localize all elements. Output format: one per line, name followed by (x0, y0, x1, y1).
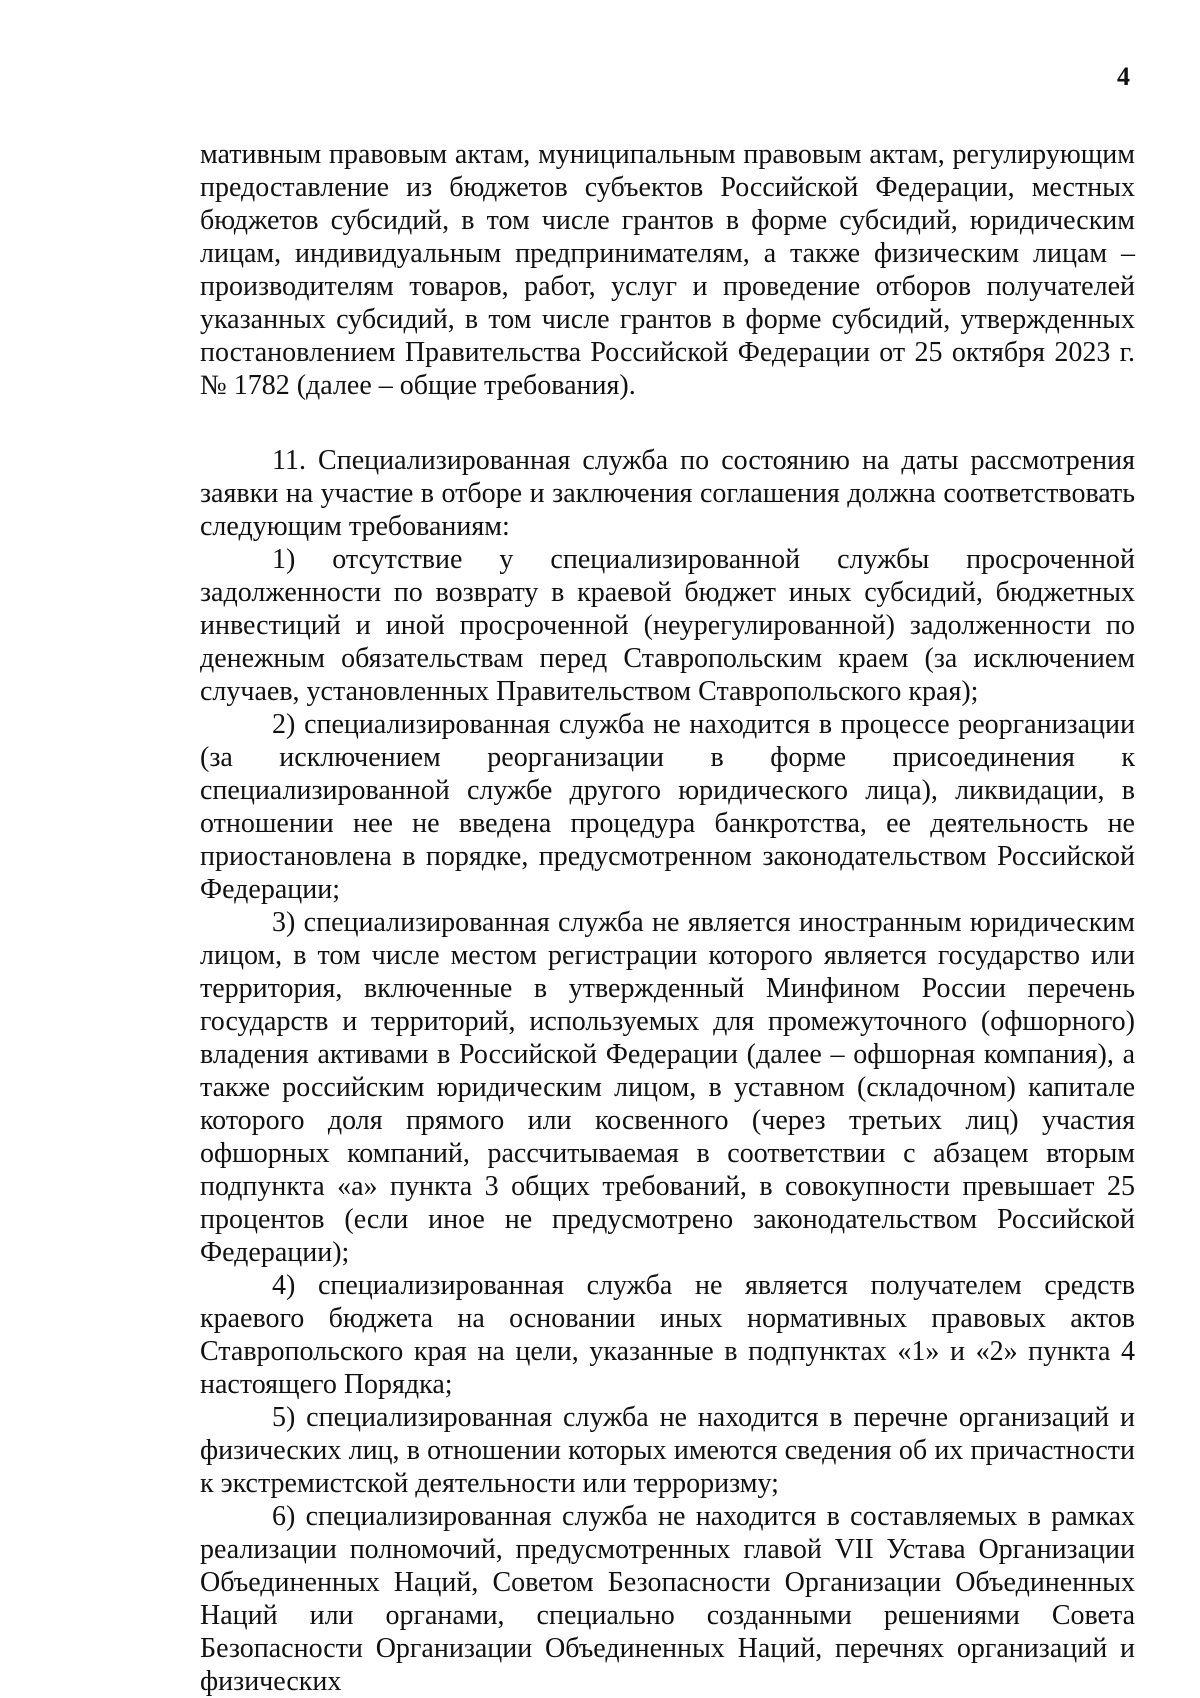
list-item-3: 3) специализированная служба не является иностранным юридическим лицом, в том числе местом регистрации которого является государство или территория, включенные в утвержденный Минфином России перечень государств и территорий, используемых для промежуточного (офшорного) владения активами в Российской Федерации (далее – офшорная компания), а также российским юридическим лицом, в уставном (складочном) капитале которого доля прямого или косвенного (через третьих лиц) участия офшорных компаний, рассчитываемая в соответствии с абзацем вторым подпункта «а» пункта 3 общих требований, в совокупности превышает 25 процентов (если иное не предусмотрено законодательством Российской Федерации); (200, 907, 1135, 1268)
page-number: 4 (1117, 62, 1130, 91)
paragraph-clause-11: 11. Специализированная служба по состоянию на даты рассмотрения заявки на участие в отборе и заключения соглашения должна соответствовать следующим требованиям: (200, 445, 1135, 542)
list-item-5: 5) специализированная служба не находится в перечне организаций и физических лиц, в отношении которых имеются сведения об их причастности к экстремистской деятельности или терроризму; (200, 1402, 1135, 1499)
list-item-4: 4) специализированная служба не является получателем средств краевого бюджета на основании иных нормативных правовых актов Ставропольского края на цели, указанные в подпунктах «1» и «2» пункта 4 настоящего Порядка; (200, 1270, 1135, 1400)
list-item-1: 1) отсутствие у специализированной службы просроченной задолженности по возврату в краевой бюджет иных субсидий, бюджетных инвестиций и иной просроченной (неурегулированной) задолженности по денежным обязательствам перед Ставропольским краем (за исключением случаев, установленных Правительством Ставропольского края); (200, 544, 1135, 707)
document-body (200, 138, 1135, 1698)
paragraph-continuation: мативным правовым актам, муниципальным правовым актам, регулирующим предоставление из бюджетов субъектов Российской Федерации, местных бюджетов субсидий, в том числе грантов в форме субсидий, юридическим лицам, индивидуальным предпринимателям, а также физическим лицам – производителям товаров, работ, услуг и проведение отборов получателей указанных субсидий, в том числе грантов в форме субсидий, утвержденных постановлением Правительства Российской Федерации от 25 октября 2023 г. № 1782 (далее – общие требования). (200, 139, 1135, 401)
list-item-6: 6) специализированная служба не находится в составляемых в рамках реализации полномочий, предусмотренных главой VII Устава Организации Объединенных Наций, Советом Безопасности Организации Объединенных Наций или органами, специально созданными решениями Совета Безопасности Организации Объединенных Наций, перечнях организаций и физических (200, 1501, 1135, 1697)
list-item-2: 2) специализированная служба не находится в процессе реорганизации (за исключением реорганизации в форме присоединения к специализированной службе другого юридического лица), ликвидации, в отношении нее не введена процедура банкротства, ее деятельность не приостановлена в порядке, предусмотренном законодательством Российской Федерации; (200, 709, 1135, 905)
